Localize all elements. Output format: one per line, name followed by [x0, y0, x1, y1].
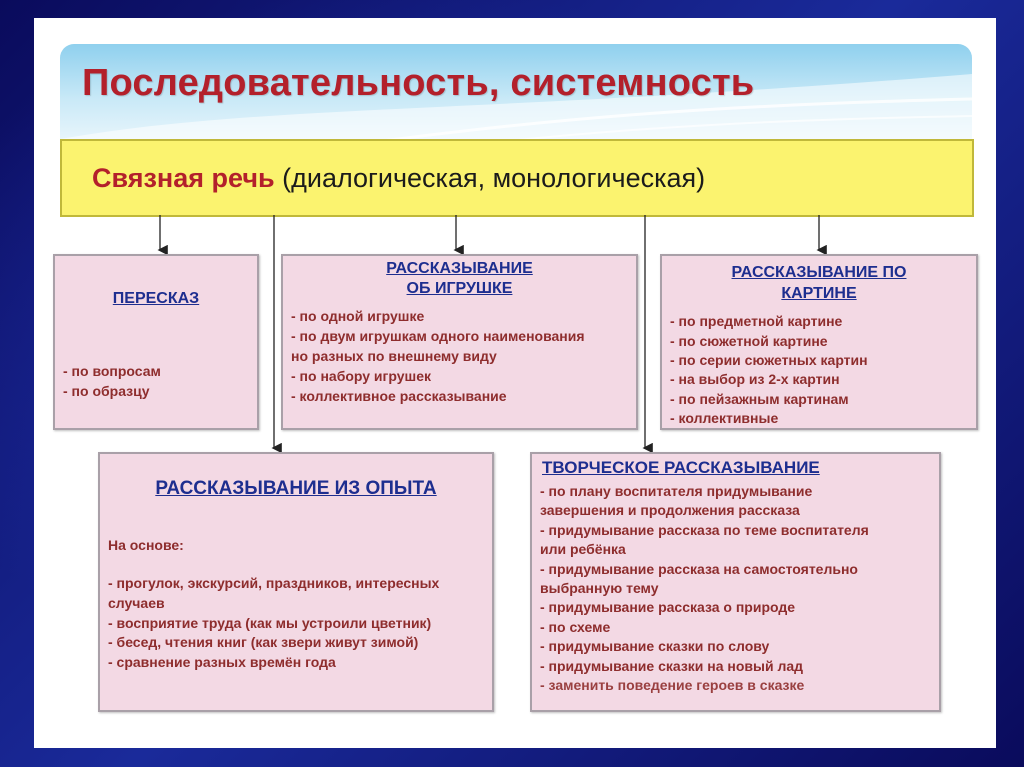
box-retelling-title: ПЕРЕСКАЗ: [112, 290, 200, 307]
list-item: - сравнение разных времён года: [108, 654, 336, 670]
list-item: завершения и продолжения рассказа: [540, 502, 800, 518]
slide-title: Последовательность, системность: [82, 62, 755, 104]
box-experience-intro: На основе:: [108, 537, 184, 553]
list-item: или ребёнка: [540, 541, 626, 557]
list-item: - по одной игрушке: [291, 308, 425, 324]
box-toy-storytelling: [281, 254, 638, 430]
box-experience-storytelling: [98, 452, 494, 712]
box-picture-storytelling: [660, 254, 978, 430]
list-item: - по предметной картине: [670, 313, 843, 329]
list-item: - по образцу: [63, 383, 150, 399]
box-picture-title-line2: КАРТИНЕ: [781, 285, 857, 302]
list-item: - по сюжетной картине: [670, 333, 828, 349]
main-concept-rest: (диалогическая, монологическая): [274, 163, 706, 193]
list-item: - придумывание рассказа о природе: [540, 599, 796, 615]
list-item: - по плану воспитателя придумывание: [540, 483, 813, 499]
box-retelling: [53, 254, 259, 430]
main-concept-bold: Связная речь: [92, 163, 275, 193]
box-creative-title: ТВОРЧЕСКОЕ РАССКАЗЫВАНИЕ: [542, 458, 820, 477]
list-item: - коллективные: [670, 410, 779, 426]
list-item: - по набору игрушек: [291, 368, 431, 384]
list-item: - заменить поведение героев в сказке: [540, 677, 805, 693]
list-item: - по пейзажным картинам: [670, 391, 849, 407]
box-toy-title-line2: ОБ ИГРУШКЕ: [406, 280, 513, 297]
list-item: - по схеме: [540, 619, 611, 635]
list-item: - на выбор из 2-х картин: [670, 371, 840, 387]
box-picture-title-line1: РАССКАЗЫВАНИЕ ПО: [731, 264, 907, 281]
list-item: - придумывание сказки по слову: [540, 638, 770, 654]
box-experience-title: РАССКАЗЫВАНИЕ ИЗ ОПЫТА: [155, 478, 437, 499]
box-creative-storytelling: [530, 452, 941, 712]
list-item: - придумывание сказки на новый лад: [540, 658, 804, 674]
list-item: - придумывание рассказа на самостоятельно: [540, 561, 858, 577]
list-item: - прогулок, экскурсий, праздников, интересных: [108, 575, 440, 591]
list-item: выбранную тему: [540, 580, 659, 596]
slide: [34, 18, 996, 748]
list-item: - бесед, чтения книг (как звери живут зимой): [108, 634, 419, 650]
list-item: случаев: [108, 595, 165, 611]
list-item: - по двум игрушкам одного наименования: [291, 328, 585, 344]
list-item: но разных по внешнему виду: [291, 348, 497, 364]
list-item: - по вопросам: [63, 363, 161, 379]
list-item: - восприятие труда (как мы устроили цветник): [108, 615, 432, 631]
list-item: - коллективное рассказывание: [291, 388, 507, 404]
box-toy-title-line1: РАССКАЗЫВАНИЕ: [386, 260, 533, 277]
list-item: - по серии сюжетных картин: [670, 352, 868, 368]
list-item: - придумывание рассказа по теме воспитателя: [540, 522, 869, 538]
